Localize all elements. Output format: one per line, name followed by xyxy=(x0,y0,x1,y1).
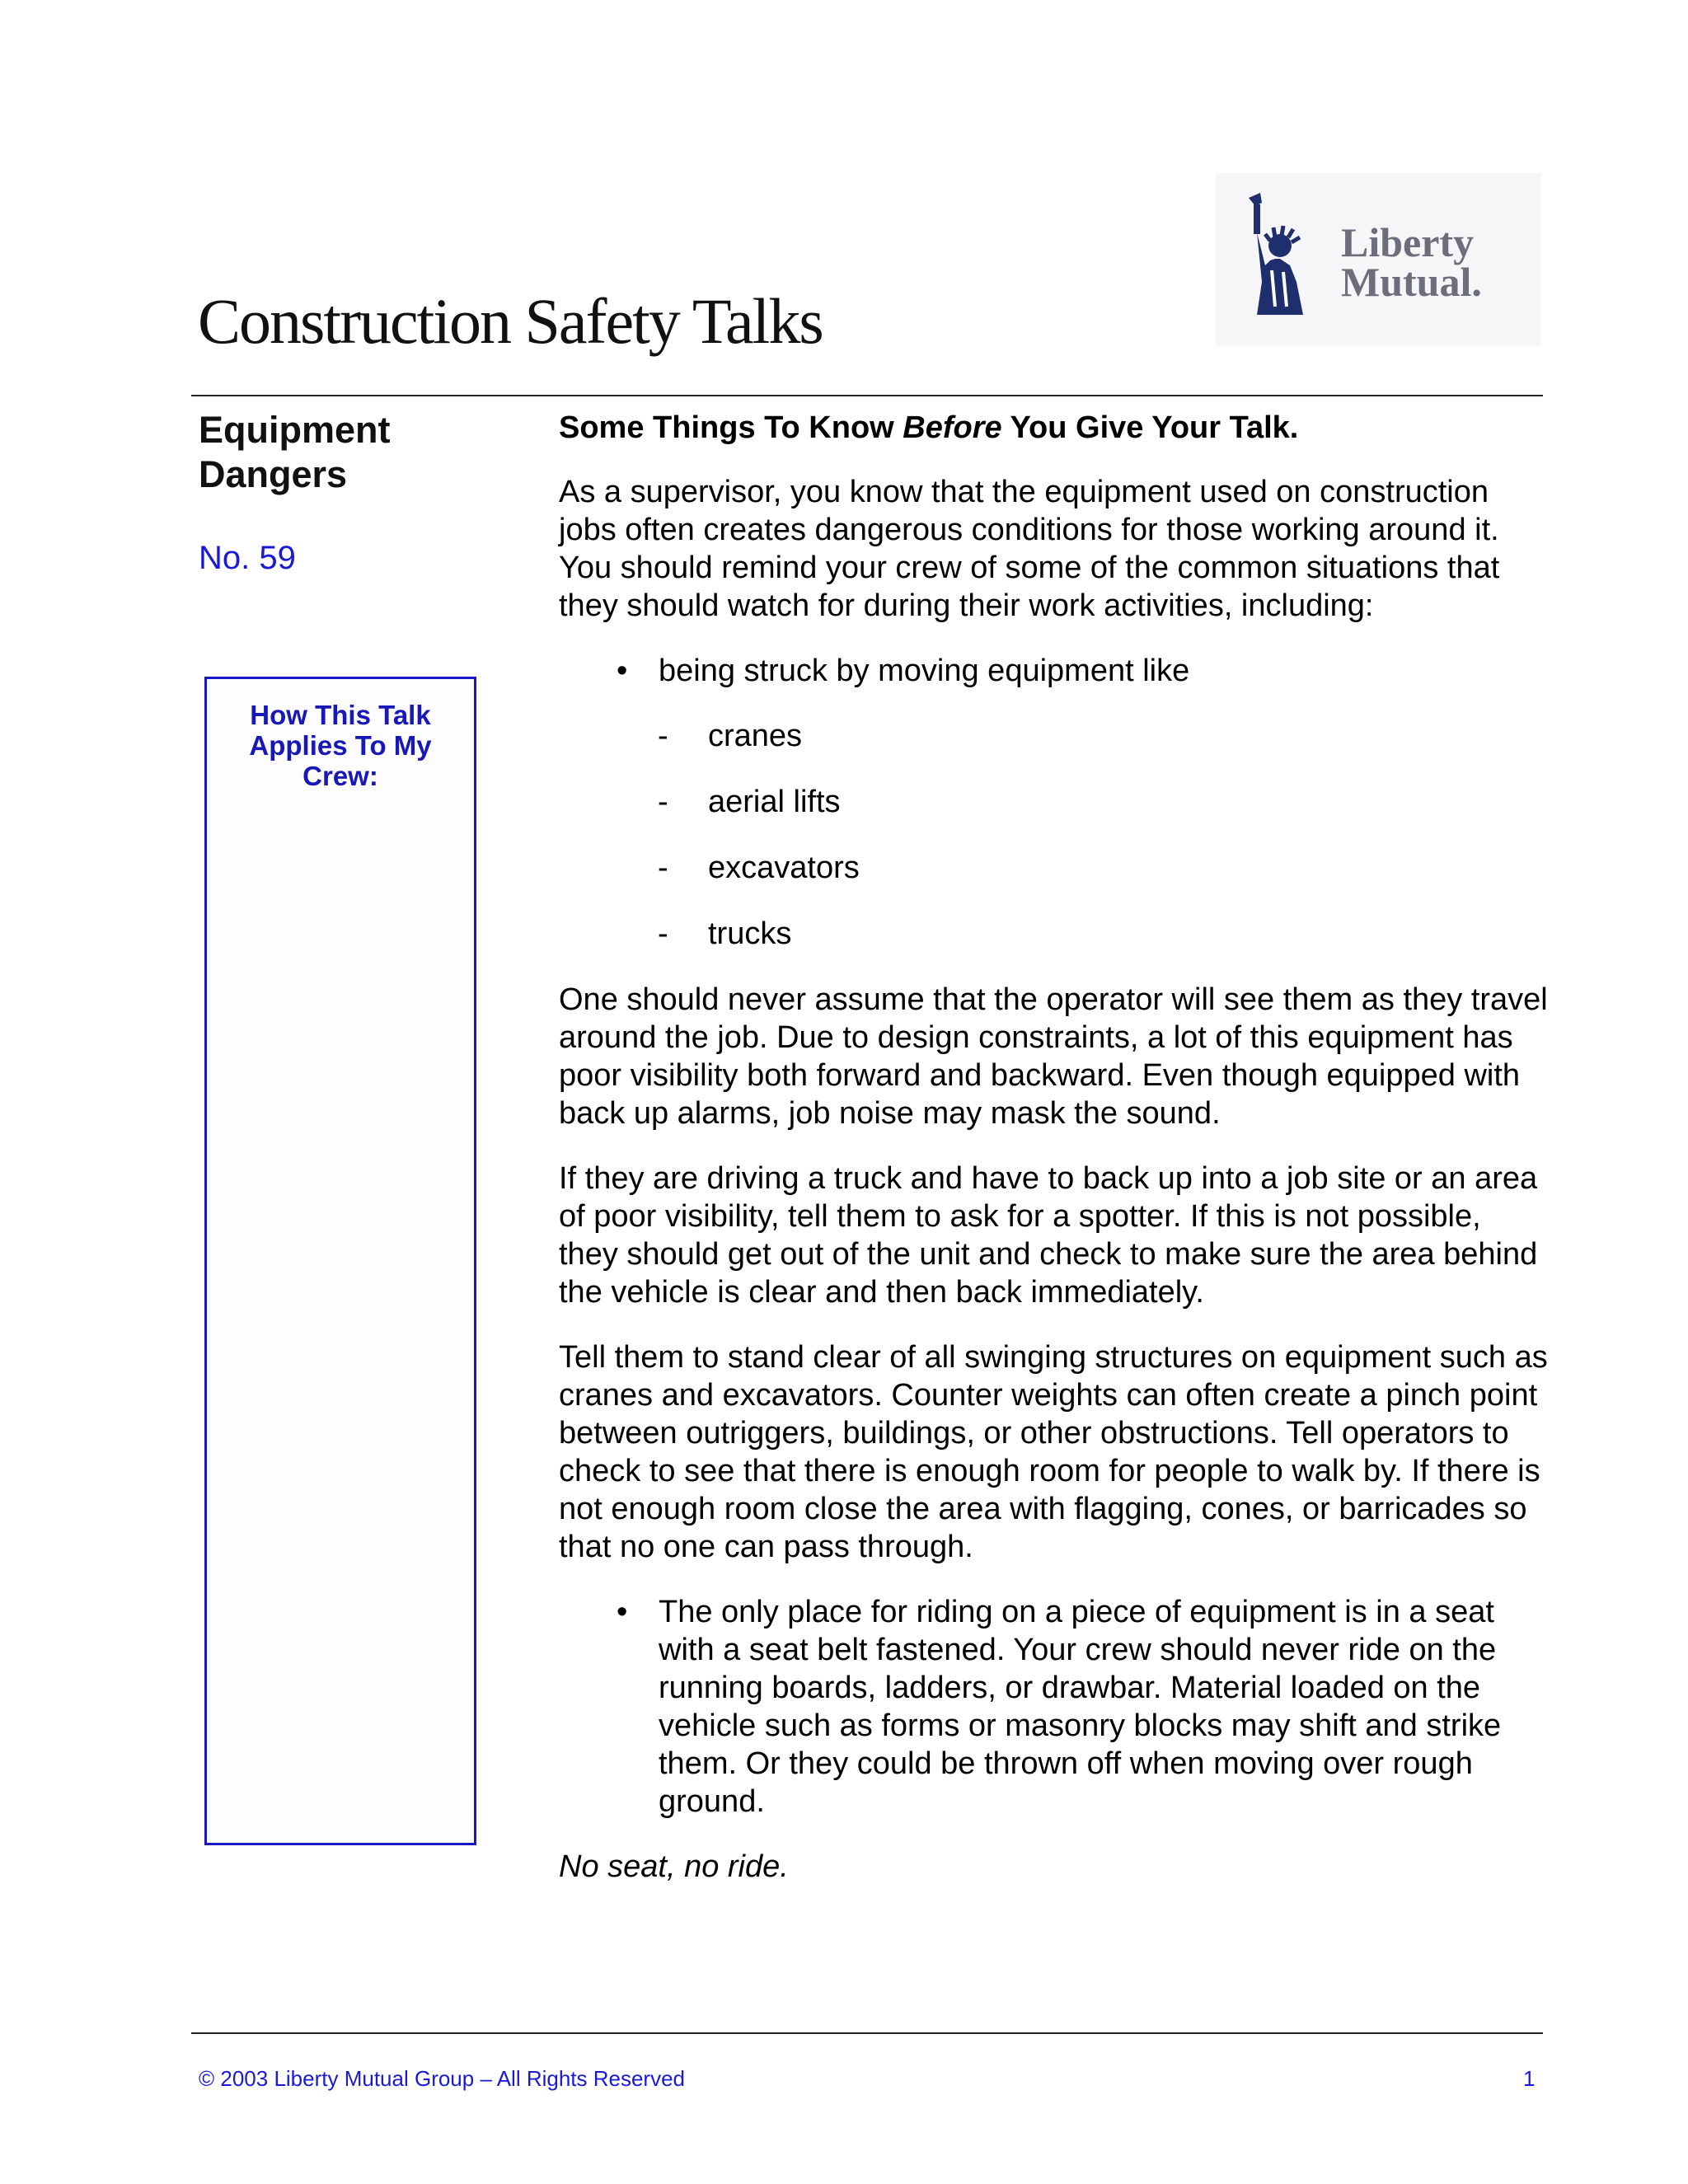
equipment-item-text: trucks xyxy=(708,916,792,951)
equipment-item xyxy=(559,849,1548,887)
logo-line2: Mutual. xyxy=(1341,259,1482,305)
bullet-text: The only place for riding on a piece of equipment is in a seat with a seat belt fastened. Your crew should never ride on the running boards, ladders, or drawbar. Material loaded on the vehicle such as forms or masonry blocks may shift and strike them. Or they could be thrown off when moving over rough ground. xyxy=(659,1595,1502,1819)
dash-icon: - xyxy=(658,719,668,753)
dash-icon: - xyxy=(658,851,668,885)
dash-icon: - xyxy=(658,916,668,951)
footer-divider xyxy=(191,2032,1543,2034)
swing-radius-paragraph: Tell them to stand clear of all swinging structures on equipment such as cranes and excavators. Counter weights can often create a pinch point between outriggers, buildings, or other obstructions. Tell operators to check to see that there is enough room for people to walk by. If there is not enough room close the area with flagging, cones, or barricades so that no one can pass through. xyxy=(559,1340,1548,1564)
bullet-icon: • xyxy=(617,654,628,688)
copyright-notice: © 2003 Liberty Mutual Group – All Rights Reserved xyxy=(199,2066,686,2091)
talk-number: No. 59 xyxy=(199,540,296,576)
crew-label-line2: Applies To My xyxy=(249,730,432,761)
talk-content xyxy=(559,409,1548,1886)
header-divider xyxy=(191,395,1543,396)
logo-line1: Liberty xyxy=(1341,219,1475,265)
section-heading xyxy=(559,409,1548,447)
equipment-item xyxy=(559,717,1548,755)
closing-line: No seat, no ride. xyxy=(559,1849,789,1884)
equipment-item xyxy=(559,783,1548,821)
topic-title-line1: Equipment xyxy=(199,409,391,451)
logo-wordmark xyxy=(1341,219,1482,305)
heading-part2: You Give Your Talk. xyxy=(1001,410,1299,445)
bullet-item xyxy=(559,1593,1548,1821)
equipment-item xyxy=(559,915,1548,953)
crew-notes-label xyxy=(207,700,474,791)
document-title: Construction Safety Talks xyxy=(198,285,823,357)
liberty-mutual-logo xyxy=(1216,173,1541,346)
statue-of-liberty-icon xyxy=(1232,191,1331,323)
visibility-paragraph: One should never assume that the operator will see them as they travel around the job. Due to design constraints, a lot of this equipment has poor visibility both forward and backward. Even though equipped with back up alarms, job noise may mask the sound. xyxy=(559,982,1548,1131)
crew-label-line3: Crew: xyxy=(302,761,378,791)
heading-emphasis: Before xyxy=(903,410,1002,445)
topic-title xyxy=(199,408,512,497)
equipment-item-text: cranes xyxy=(708,719,803,753)
page-number: 1 xyxy=(1523,2066,1536,2091)
heading-part1: Some Things To Know xyxy=(559,410,903,445)
dash-icon: - xyxy=(658,785,668,819)
intro-paragraph: As a supervisor, you know that the equipment used on construction jobs often creates dangerous conditions for those working around it. You should remind your crew of some of the common situations that they should watch for during their work activities, including: xyxy=(559,475,1500,623)
crew-label-line1: How This Talk xyxy=(250,700,431,730)
bullet-text: being struck by moving equipment like xyxy=(659,654,1190,688)
bullet-item xyxy=(559,652,1548,690)
topic-title-line2: Dangers xyxy=(199,453,348,495)
bullet-icon: • xyxy=(617,1595,628,1629)
equipment-item-text: aerial lifts xyxy=(708,785,841,819)
equipment-item-text: excavators xyxy=(708,851,860,885)
spotter-paragraph: If they are driving a truck and have to back up into a job site or an area of poor visibility, tell them to ask for a spotter. If this is not possible, they should get out of the unit and check to make sure the area behind the vehicle is clear and then back immediately. xyxy=(559,1161,1538,1310)
crew-notes-box xyxy=(204,677,476,1845)
